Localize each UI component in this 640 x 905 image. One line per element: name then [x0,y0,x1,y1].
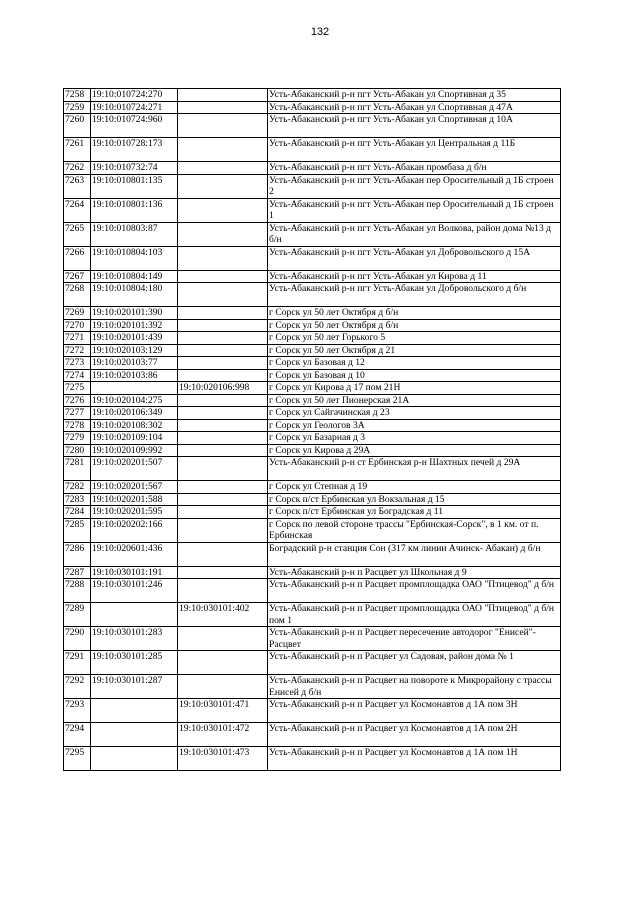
premises-cadastral-number-cell [178,444,268,457]
premises-cadastral-number-cell [178,627,268,651]
address-cell: г Сорск ул Кирова д 29А [268,444,561,457]
address-cell: г Сорск по левой стороне трассы "Ербинская-Сорск", в 1 км. от п. Ербинская [268,518,561,542]
address-cell: Усть-Абаканский р-н п Расцвет ул Космонавтов д 1А пом 3Н [268,699,561,723]
table-row [64,747,561,771]
table-row [64,603,561,627]
cadastral-number-cell: 19:10:020106:349 [91,407,178,420]
table-row [64,198,561,222]
cadastral-number-cell: 19:10:010804:149 [91,270,178,283]
row-number-cell: 7260 [64,114,91,138]
row-number-cell: 7268 [64,283,91,307]
table-row [64,332,561,345]
table-row [64,114,561,138]
premises-cadastral-number-cell [178,101,268,114]
cadastral-number-cell: 19:10:010732:74 [91,162,178,175]
address-cell: г Сорск ул Базовая д 12 [268,357,561,370]
premises-cadastral-number-cell [178,542,268,566]
premises-cadastral-number-cell [178,506,268,519]
premises-cadastral-number-cell [178,651,268,675]
premises-cadastral-number-cell: 19:10:020106:998 [178,382,268,395]
address-cell: Усть-Абаканский р-н пгт Усть-Абакан ул Волкова, район дома №13 д б/н [268,222,561,246]
premises-cadastral-number-cell [178,270,268,283]
row-number-cell: 7274 [64,369,91,382]
table-row [64,162,561,175]
address-cell: Усть-Абаканский р-н п Расцвет ул Школьная д 9 [268,566,561,579]
table-row [64,394,561,407]
cadastral-number-cell: 19:10:030101:191 [91,566,178,579]
premises-cadastral-number-cell: 19:10:030101:471 [178,699,268,723]
table-row [64,542,561,566]
premises-cadastral-number-cell [178,457,268,481]
cadastral-number-cell: 19:10:030101:285 [91,651,178,675]
row-number-cell: 7281 [64,457,91,481]
premises-cadastral-number-cell [178,579,268,603]
address-cell: Усть-Абаканский р-н п Расцвет ул Садовая, район дома № 1 [268,651,561,675]
row-number-cell: 7287 [64,566,91,579]
table-row [64,419,561,432]
row-number-cell: 7267 [64,270,91,283]
row-number-cell: 7289 [64,603,91,627]
cadastral-number-cell: 19:10:020201:588 [91,493,178,506]
row-number-cell: 7290 [64,627,91,651]
address-cell: г Сорск ул 50 лет Октября д б/н [268,319,561,332]
premises-cadastral-number-cell [178,566,268,579]
row-number-cell: 7264 [64,198,91,222]
row-number-cell: 7284 [64,506,91,519]
table-row [64,319,561,332]
row-number-cell: 7295 [64,747,91,771]
premises-cadastral-number-cell [178,307,268,320]
address-cell: Усть-Абаканский р-н пгт Усть-Абакан пер Оросительный д 1Б строен 2 [268,174,561,198]
premises-cadastral-number-cell [178,174,268,198]
premises-cadastral-number-cell [178,138,268,162]
table-row [64,566,561,579]
address-cell: г Сорск ул 50 лет Пионерская 21А [268,394,561,407]
row-number-cell: 7286 [64,542,91,566]
address-cell: Усть-Абаканский р-н пгт Усть-Абакан ул Спортивная д 10А [268,114,561,138]
cadastral-number-cell [91,699,178,723]
row-number-cell: 7291 [64,651,91,675]
cadastral-number-cell: 19:10:010724:960 [91,114,178,138]
premises-cadastral-number-cell [178,407,268,420]
address-cell: Усть-Абаканский р-н пгт Усть-Абакан ул Центральная д 11Б [268,138,561,162]
table-row [64,138,561,162]
address-cell: Усть-Абаканский р-н пгт Усть-Абакан ул Кирова д 11 [268,270,561,283]
row-number-cell: 7278 [64,419,91,432]
address-cell: г Сорск ул 50 лет Октября д 21 [268,344,561,357]
cadastral-number-cell: 19:10:020201:595 [91,506,178,519]
address-cell: Боградский р-н станция Сон (317 км линии Ачинск- Абакан) д б/н [268,542,561,566]
table-row [64,101,561,114]
row-number-cell: 7271 [64,332,91,345]
table-row [64,493,561,506]
row-number-cell: 7266 [64,246,91,270]
address-cell: Усть-Абаканский р-н пгт Усть-Абакан промбаза д б/н [268,162,561,175]
property-register-table [63,88,561,771]
table-row [64,89,561,102]
table-row [64,407,561,420]
table-row [64,246,561,270]
cadastral-number-cell: 19:10:030101:283 [91,627,178,651]
premises-cadastral-number-cell: 19:10:030101:473 [178,747,268,771]
cadastral-number-cell: 19:10:020109:992 [91,444,178,457]
address-cell: г Сорск ул 50 лет Октября д б/н [268,307,561,320]
row-number-cell: 7265 [64,222,91,246]
row-number-cell: 7269 [64,307,91,320]
cadastral-number-cell: 19:10:020101:390 [91,307,178,320]
table-row [64,283,561,307]
row-number-cell: 7285 [64,518,91,542]
premises-cadastral-number-cell [178,114,268,138]
row-number-cell: 7294 [64,723,91,747]
page-number: 132 [310,26,330,38]
table-row [64,506,561,519]
premises-cadastral-number-cell [178,481,268,494]
table-row [64,357,561,370]
cadastral-number-cell: 19:10:020101:392 [91,319,178,332]
premises-cadastral-number-cell [178,432,268,445]
row-number-cell: 7277 [64,407,91,420]
cadastral-number-cell: 19:10:020101:439 [91,332,178,345]
table-row [64,651,561,675]
cadastral-number-cell: 19:10:010801:136 [91,198,178,222]
address-cell: Усть-Абаканский р-н п Расцвет ул Космонавтов д 1А пом 2Н [268,723,561,747]
address-cell: г Сорск ул Сайгачинская д 23 [268,407,561,420]
premises-cadastral-number-cell [178,319,268,332]
premises-cadastral-number-cell [178,162,268,175]
premises-cadastral-number-cell [178,493,268,506]
table-row [64,270,561,283]
table-row [64,675,561,699]
cadastral-number-cell [91,747,178,771]
cadastral-number-cell: 19:10:010804:180 [91,283,178,307]
cadastral-number-cell: 19:10:020103:77 [91,357,178,370]
row-number-cell: 7273 [64,357,91,370]
row-number-cell: 7282 [64,481,91,494]
table-row [64,723,561,747]
row-number-cell: 7276 [64,394,91,407]
address-cell: Усть-Абаканский р-н п Расцвет пересечение автодорог "Енисей"-Расцвет [268,627,561,651]
row-number-cell: 7259 [64,101,91,114]
cadastral-number-cell: 19:10:020103:129 [91,344,178,357]
table-row [64,481,561,494]
address-cell: Усть-Абаканский р-н пгт Усть-Абакан ул Спортивная д 47А [268,101,561,114]
row-number-cell: 7270 [64,319,91,332]
table-row [64,174,561,198]
table-row [64,307,561,320]
premises-cadastral-number-cell [178,419,268,432]
premises-cadastral-number-cell [178,675,268,699]
premises-cadastral-number-cell [178,357,268,370]
table-row [64,382,561,395]
table-row [64,518,561,542]
cadastral-number-cell [91,723,178,747]
cadastral-number-cell: 19:10:020201:567 [91,481,178,494]
cadastral-number-cell: 19:10:010728:173 [91,138,178,162]
cadastral-number-cell: 19:10:020109:104 [91,432,178,445]
address-cell: г Сорск ул Степная д 19 [268,481,561,494]
row-number-cell: 7292 [64,675,91,699]
row-number-cell: 7288 [64,579,91,603]
premises-cadastral-number-cell: 19:10:030101:402 [178,603,268,627]
row-number-cell: 7263 [64,174,91,198]
premises-cadastral-number-cell [178,283,268,307]
address-cell: г Сорск п/ст Ербинская ул Вокзальная д 15 [268,493,561,506]
cadastral-number-cell [91,603,178,627]
cadastral-number-cell: 19:10:020601:436 [91,542,178,566]
cadastral-number-cell: 19:10:020103:86 [91,369,178,382]
premises-cadastral-number-cell [178,246,268,270]
address-cell: г Сорск ул Базовая д 10 [268,369,561,382]
premises-cadastral-number-cell [178,332,268,345]
cadastral-number-cell: 19:10:020108:302 [91,419,178,432]
row-number-cell: 7261 [64,138,91,162]
address-cell: Усть-Абаканский р-н п Расцвет на повороте к Микрорайону с трассы Енисей д б/н [268,675,561,699]
cadastral-number-cell: 19:10:020104:275 [91,394,178,407]
table-row [64,457,561,481]
table-row [64,222,561,246]
table-row [64,627,561,651]
address-cell: Усть-Абаканский р-н пгт Усть-Абакан ул Добровольского д б/н [268,283,561,307]
premises-cadastral-number-cell [178,344,268,357]
address-cell: г Сорск ул Базарная д 3 [268,432,561,445]
address-cell: г Сорск п/ст Ербинская ул Боградская д 11 [268,506,561,519]
table-row [64,344,561,357]
cadastral-number-cell: 19:10:010801:135 [91,174,178,198]
address-cell: г Сорск ул Кирова д 17 пом 21Н [268,382,561,395]
address-cell: Усть-Абаканский р-н пгт Усть-Абакан ул Добровольского д 15А [268,246,561,270]
row-number-cell: 7283 [64,493,91,506]
premises-cadastral-number-cell: 19:10:030101:472 [178,723,268,747]
table-row [64,579,561,603]
row-number-cell: 7279 [64,432,91,445]
address-cell: Усть-Абаканский р-н п Расцвет промплощадка ОАО "Птицевод" д б/н [268,579,561,603]
address-cell: Усть-Абаканский р-н пгт Усть-Абакан ул Спортивная д 35 [268,89,561,102]
premises-cadastral-number-cell [178,518,268,542]
premises-cadastral-number-cell [178,198,268,222]
premises-cadastral-number-cell [178,369,268,382]
table-row [64,444,561,457]
cadastral-number-cell: 19:10:030101:287 [91,675,178,699]
row-number-cell: 7275 [64,382,91,395]
address-cell: Усть-Абаканский р-н пгт Усть-Абакан пер Оросительный д 1Б строен 1 [268,198,561,222]
cadastral-number-cell: 19:10:010804:103 [91,246,178,270]
cadastral-number-cell: 19:10:020202:166 [91,518,178,542]
row-number-cell: 7272 [64,344,91,357]
cadastral-number-cell: 19:10:020201:507 [91,457,178,481]
premises-cadastral-number-cell [178,394,268,407]
cadastral-number-cell: 19:10:030101:246 [91,579,178,603]
cadastral-number-cell [91,382,178,395]
row-number-cell: 7258 [64,89,91,102]
table-body [64,89,561,771]
row-number-cell: 7262 [64,162,91,175]
table-row [64,369,561,382]
row-number-cell: 7293 [64,699,91,723]
address-cell: Усть-Абаканский р-н п Расцвет ул Космонавтов д 1А пом 1Н [268,747,561,771]
table-row [64,432,561,445]
table-row [64,699,561,723]
address-cell: г Сорск ул Геологов 3А [268,419,561,432]
row-number-cell: 7280 [64,444,91,457]
address-cell: Усть-Абаканский р-н п Расцвет промплощадка ОАО "Птицевод" д б/н пом 1 [268,603,561,627]
address-cell: Усть-Абаканский р-н ст Ербинская р-н Шахтных печей д 29А [268,457,561,481]
premises-cadastral-number-cell [178,222,268,246]
cadastral-number-cell: 19:10:010724:271 [91,101,178,114]
address-cell: г Сорск ул 50 лет Горького 5 [268,332,561,345]
premises-cadastral-number-cell [178,89,268,102]
cadastral-number-cell: 19:10:010803:87 [91,222,178,246]
cadastral-number-cell: 19:10:010724:270 [91,89,178,102]
